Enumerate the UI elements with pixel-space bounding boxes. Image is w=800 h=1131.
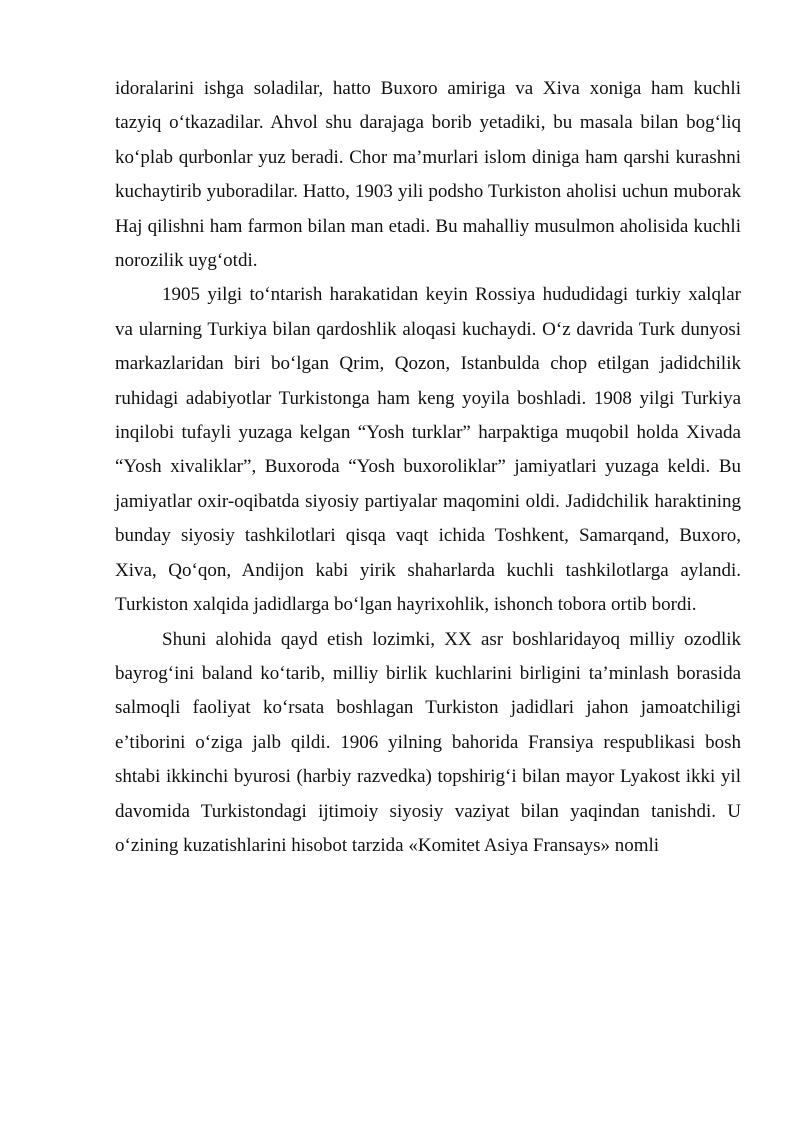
paragraph-jadids-attention: Shuni alohida qayd etish lozimki, XX asr boshlaridayoq milliy ozodlik bayrog‘ini baland ko‘tarib, milliy birlik kuchlarini birligini ta’minlash borasida salmoqli faoliyat ko‘rsata boshlagan Turkiston jadidlari jahon jamoatchiligi e’tiborini o‘ziga jalb qildi. 1906 yilning bahorida Fransiya respublikasi bosh shtabi ikkinchi byurosi (harbiy razvedka) topshirig‘i bilan mayor Lyakost ikki yil davomida Turkistondagi ijtimoiy siyosiy vaziyat bilan yaqindan tanishdi. U o‘zining kuzatishlarini hisobot tarzida «Komitet Asiya Fransays» nomli bbox=[115, 628, 741, 856]
paragraph-continuation: idoralarini ishga soladilar, hatto Buxoro amiriga va Xiva xoniga ham kuchli tazyiq o‘tkazadilar. Ahvol shu darajaga borib yetadiki, bu masala bilan bog‘liq ko‘plab qurbonlar yuz beradi. Chor ma’murlari islom diniga ham qarshi kurashni kuchaytirib yuboradilar. Hatto, 1903 yili podsho Turkiston aholisi uchun muborak Haj qilishni ham farmon bilan man etadi. Bu mahalliy musulmon aholisida kuchli norozilik uyg‘otdi. bbox=[115, 78, 741, 272]
paragraph-1905-revolution: 1905 yilgi to‘ntarish harakatidan keyin Rossiya hududidagi turkiy xalqlar va ularning Turkiya bilan qardoshlik aloqasi kuchaydi. O‘z davrida Turk dunyosi markazlaridan biri bo‘lgan Qrim, Qozon, Istanbulda chop etilgan jadidchilik ruhidagi adabiyotlar Turkistonga ham keng yoyila boshladi. 1908 yilgi Turkiya inqilobi tufayli yuzaga kelgan “Yosh turklar” harpaktiga muqobil holda Xivada “Yosh xivaliklar”, Buxoroda “Yosh buxoroliklar” jamiyatlari yuzaga keldi. Bu jamiyatlar oxir-oqibatda siyosiy partiyalar maqomini oldi. Jadidchilik haraktining bunday siyosiy tashkilotlari qisqa vaqt ichida Toshkent, Samarqand, Buxoro, Xiva, Qo‘qon, Andijon kabi yirik shaharlarda kuchli tashkilotlarga aylandi. Turkiston xalqida jadidlarga bo‘lgan hayrixohlik, ishonch tobora ortib bordi. bbox=[115, 284, 741, 616]
body-text bbox=[115, 72, 741, 863]
